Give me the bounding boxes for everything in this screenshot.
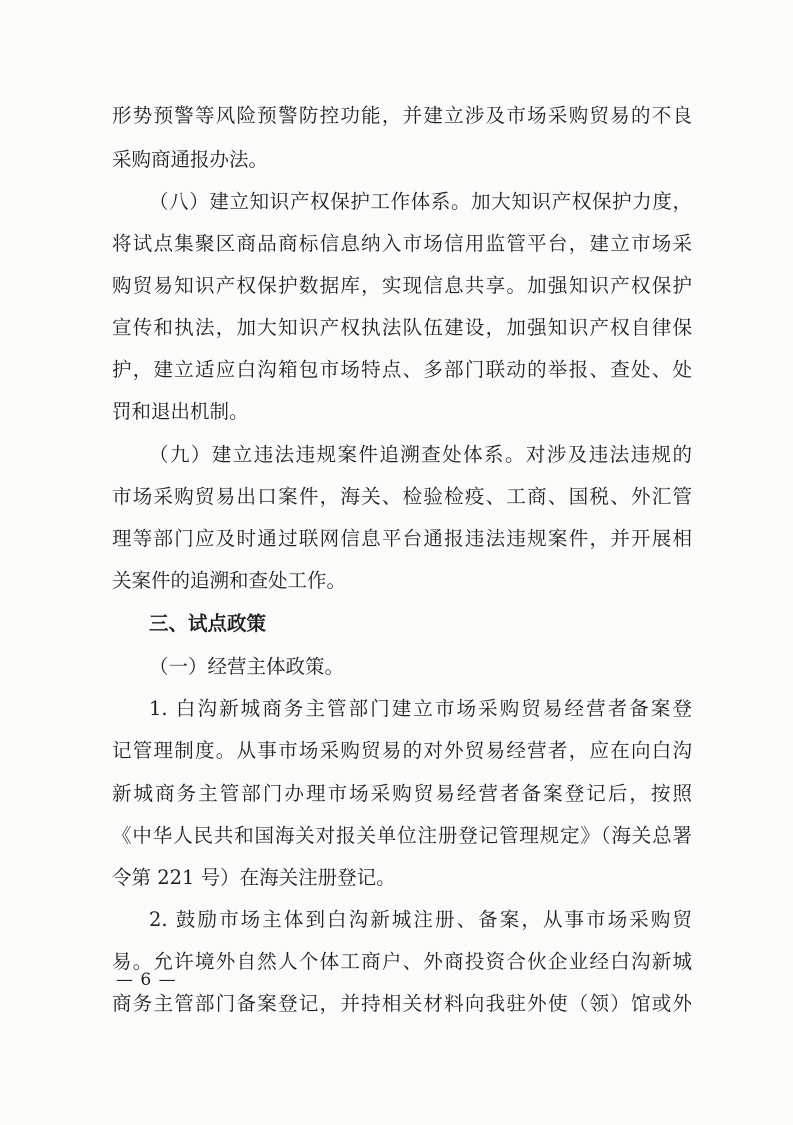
text-line: 易。允许境外自然人个体工商户、外商投资合伙企业经白沟新城 — [112, 950, 692, 973]
text-line: 理等部门应及时通过联网信息平台通报违法违规案件，并开展相 — [112, 527, 692, 550]
subsection-heading: （一）经营主体政策。 — [149, 655, 345, 678]
text-line: 采购商通报办法。 — [112, 148, 269, 171]
text-line: 罚和退出机制。 — [112, 400, 249, 423]
text-line: 记管理制度。从事市场采购贸易的对外贸易经营者，应在向白沟 — [112, 739, 692, 762]
text-line: 关案件的追溯和查处工作。 — [112, 569, 347, 592]
text-line: 2. 鼓励市场主体到白沟新城注册、备案，从事市场采购贸 — [149, 908, 692, 931]
section-title-line: （九）建立违法违规案件追溯查处体系。对涉及违法违规的 — [149, 443, 692, 466]
text-line: 形势预警等风险预警防控功能，并建立涉及市场采购贸易的不良 — [112, 104, 692, 127]
section-heading: 三、试点政策 — [149, 612, 267, 635]
text-line: 新城商务主管部门办理市场采购贸易经营者备案登记后，按照 — [112, 782, 692, 805]
text-line: 宣传和执法，加大知识产权执法队伍建设，加强知识产权自律保 — [112, 316, 692, 339]
text-line: 购贸易知识产权保护数据库，实现信息共享。加强知识产权保护 — [112, 274, 692, 297]
text-line: 护，建立适应白沟箱包市场特点、多部门联动的举报、查处、处 — [112, 358, 692, 381]
text-line: 1. 白沟新城商务主管部门建立市场采购贸易经营者备案登 — [149, 697, 692, 720]
text-line: 《中华人民共和国海关对报关单位注册登记管理规定》（海关总署 — [112, 824, 692, 847]
text-line: 市场采购贸易出口案件，海关、检验检疫、工商、国税、外汇管 — [112, 485, 692, 508]
section-title-line: （八）建立知识产权保护工作体系。加大知识产权保护力度， — [149, 190, 692, 213]
page-number: — 6 — — [116, 970, 177, 990]
text-line: 商务主管部门备案登记，并持相关材料向我驻外使（领）馆或外 — [112, 992, 692, 1015]
text-line: 将试点集聚区商品商标信息纳入市场信用监管平台，建立市场采 — [112, 232, 692, 255]
text-line: 令第 221 号）在海关注册登记。 — [112, 866, 396, 889]
